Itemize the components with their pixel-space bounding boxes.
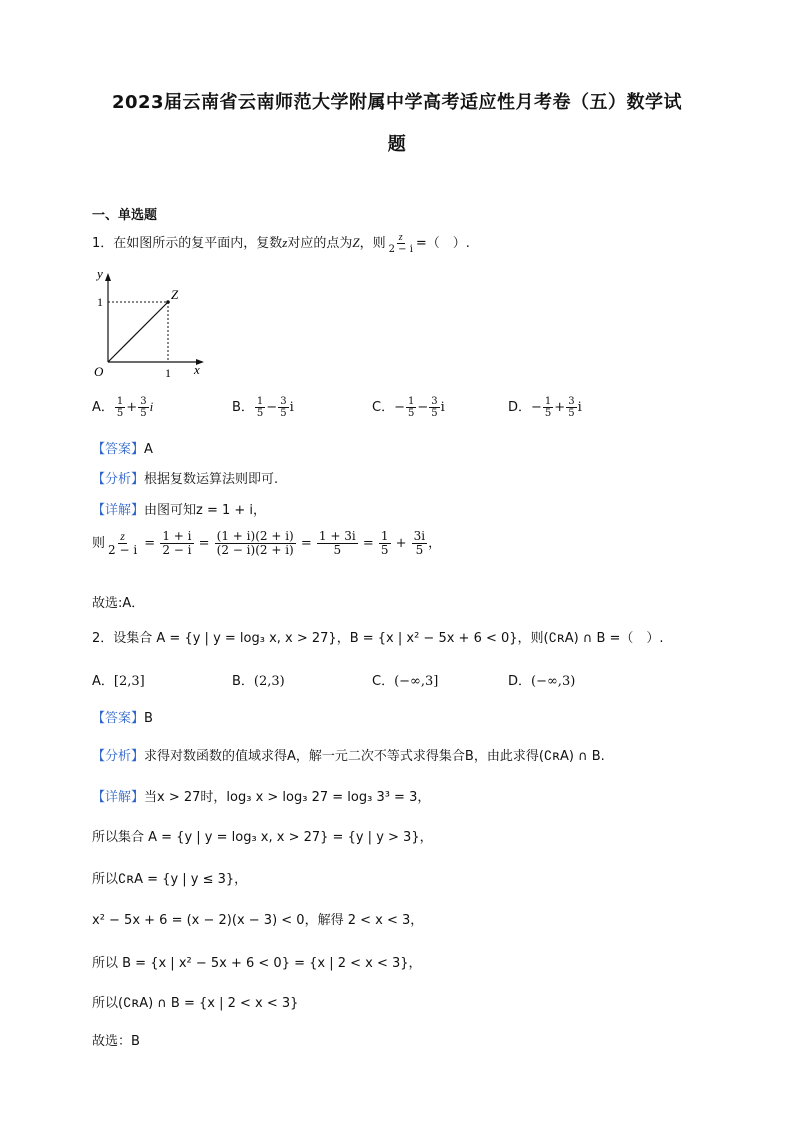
q2-step-3: x² − 5x + 6 = (x − 2)(x − 3) < 0，解得 2 < x < 3， [92,913,424,928]
q1-option-a-label: A． [92,400,114,415]
q2-option-c-label: C． [372,674,395,689]
q1-option-b-frac1-num: 1 [256,396,264,407]
point-Z-label: Z [171,287,179,302]
q1-option-c-pre: − [394,400,405,415]
q2-conclusion: 故选：B [92,1034,140,1049]
y-axis-arrow-icon [105,273,111,281]
q2-stem: 2．设集合 A = {y | y = log₃ x, x > 27}，B = {x | x² − 5x + 6 < 0}，则(∁ʀA) ∩ B =（ ）. [92,631,664,646]
q1-option-c-frac1-den: 5 [407,408,415,419]
q1-option-b[interactable] [232,396,294,419]
q1-calc-frac6-num: 3i [413,529,426,543]
q1-option-a-frac1 [115,396,125,419]
q1-calc-frac3-num: (1 + i)(2 + i) [216,529,294,543]
q1-option-c-label: C． [372,400,395,415]
page-title-line1: 2023届云南省云南师范大学附属中学高考适应性月考卷（五）数学试 [111,92,683,113]
q1-calc-frac5-den: 5 [380,543,389,558]
q1-option-d-frac1-num: 1 [544,396,552,407]
q2-option-a-text: [2,3] [113,674,145,689]
q1-calc-frac1-den: 2 − i [108,543,138,558]
q1-option-a-frac2-num: 3 [140,396,147,407]
q1-calc-frac1-num: z [120,529,125,543]
q2-analysis [92,745,605,764]
q1-option-c-frac1-num: 1 [407,396,415,407]
q1-calc-tail: ， [428,536,442,552]
q1-option-b-frac2-num: 3 [280,396,287,407]
q2-option-d-label: D． [508,674,532,689]
q2-analysis-tag: 【分析】 [92,749,145,764]
q1-calc-frac6-den: 5 [415,543,424,558]
q1-calc-frac3 [215,530,296,557]
q1-calc-frac2-den: 2 − i [162,543,192,558]
q1-option-b-frac1 [255,396,265,419]
complex-plane-figure [90,266,210,381]
q1-option-d-label: D． [508,400,532,415]
q2-step-2: 所以∁ʀA = {y | y ≤ 3}， [92,872,248,887]
q1-calc-frac2 [160,530,193,557]
q2-step-4: 所以 B = {x | x² − 5x + 6 < 0} = {x | 2 < x < 3}， [92,956,422,971]
page-title-line2: 题 [387,134,407,155]
q2-answer-tag: 【答案】 [92,711,145,726]
q1-calculation: 则 $\frac{z}{2 - i}$ = $\frac{1 + i}{2 - i}$ = $\frac{(1 + i)(2 + i)}{(2 - i)(2 + i)}$ = $\frac{1 + 3i}{5}$ = $\frac{1}{5}$ + $\frac{3i}{5}$ ， [92,529,442,558]
section-heading: 一、单选题 [92,208,158,223]
q1-option-d-frac1 [543,396,553,419]
q1-calc-prefix: 则 [92,536,106,552]
q1-detail-tag: 【详解】 [92,503,145,518]
q1-calc-frac4-den: 5 [333,543,342,558]
q1-option-c-unit: i [440,400,445,415]
q1-option-d-frac1-den: 5 [544,408,552,419]
q1-option-a-frac1-num: 1 [116,396,124,407]
q1-option-d-op: + [554,400,566,415]
q1-calc-frac4 [317,530,358,557]
q1-option-a-frac2 [138,396,148,419]
q1-option-d-frac2-den: 5 [568,408,575,419]
q1-stem-Z: Z [352,235,360,250]
q1-option-a-unit: i [149,399,154,414]
q2-option-d-text: (−∞,3) [531,674,576,689]
q2-detail-text: 当x > 27时，log₃ x > log₃ 27 = log₃ 3³ = 3， [144,790,431,805]
q2-option-a[interactable] [92,670,145,689]
q1-frac-num: z [398,232,403,243]
q1-calc-frac1 [106,530,139,557]
q1-answer-tag: 【答案】 [92,442,145,457]
q2-step-1: 所以集合 A = {y | y = log₃ x, x > 27} = {y | y > 3}， [92,830,433,845]
q1-option-c-frac2 [429,396,439,419]
q1-analysis [92,468,278,487]
q1-option-b-unit: i [289,400,294,415]
q1-analysis-tag: 【分析】 [92,472,145,487]
q1-stem-fraction [387,232,415,255]
y-tick-label: 1 [97,295,103,309]
q1-option-a-frac2-den: 5 [140,408,147,419]
q1-stem-d: =（ ）. [415,236,470,251]
q2-detail [92,786,430,805]
q1-option-a-op: + [126,400,138,415]
q1-option-d-frac2 [566,396,576,419]
q1-stem [92,232,470,255]
q2-option-a-label: A． [92,674,114,689]
q2-option-b-text: (2,3) [253,674,285,689]
segment-OZ [108,302,168,362]
q1-analysis-text: 根据复数运算法则即可. [144,472,279,487]
q1-conclusion: 故选:A． [92,596,145,611]
q1-detail-text: 由图可知z = 1 + i， [144,503,267,518]
q1-option-c-frac2-den: 5 [431,408,438,419]
q1-answer [92,438,153,457]
q1-detail [92,499,266,518]
q1-stem-a: 1．在如图所示的复平面内，复数 [92,236,283,251]
q1-answer-value: A [144,442,153,457]
q2-answer [92,707,153,726]
q1-stem-z: z [282,235,288,250]
q2-option-b-label: B． [232,674,254,689]
q1-option-a[interactable] [92,396,153,419]
q1-calc-frac2-num: 1 + i [162,529,192,543]
q1-option-d[interactable] [508,396,582,419]
q1-option-c-frac1 [406,396,416,419]
x-axis-label: x [194,362,200,377]
q1-calc-frac5 [379,530,391,557]
q1-option-c-op: − [417,400,429,415]
q2-analysis-text: 求得对数函数的值域求得A，解一元二次不等式求得集合B，由此求得(∁ʀA) ∩ B. [144,749,605,764]
y-axis-label: y [97,266,103,281]
q1-option-c-frac2-num: 3 [431,396,438,407]
q1-option-c[interactable] [372,396,445,419]
q1-option-b-op: − [266,400,278,415]
q1-option-b-frac1-den: 5 [256,408,264,419]
q1-stem-c: ，则 [359,236,386,251]
q1-calc-frac3-den: (2 − i)(2 + i) [216,543,294,558]
q1-calc-frac4-num: 1 + 3i [318,529,356,543]
q1-option-b-label: B． [232,400,254,415]
q2-option-c-text: (−∞,3] [394,674,439,689]
q1-calc-frac6 [412,530,427,557]
q2-answer-value: B [144,711,153,726]
q1-frac-den: 2 − i [388,244,413,255]
q2-detail-tag: 【详解】 [92,790,145,805]
q2-option-c[interactable] [372,670,438,689]
q1-option-b-frac2-den: 5 [280,408,287,419]
origin-label: O [94,364,104,379]
q1-option-d-frac2-num: 3 [568,396,575,407]
q2-option-d[interactable] [508,670,575,689]
q1-calc-frac5-num: 1 [380,529,389,543]
x-tick-label: 1 [165,366,171,380]
q1-option-b-frac2 [278,396,288,419]
q1-option-d-unit: i [577,400,582,415]
q1-option-d-pre: − [531,400,542,415]
q1-stem-b: 对应的点为 [287,236,353,251]
point-Z [166,300,170,304]
q2-step-5: 所以(∁ʀA) ∩ B = {x | 2 < x < 3} [92,996,299,1011]
q2-option-b[interactable] [232,670,285,689]
q1-option-a-frac1-den: 5 [116,408,124,419]
